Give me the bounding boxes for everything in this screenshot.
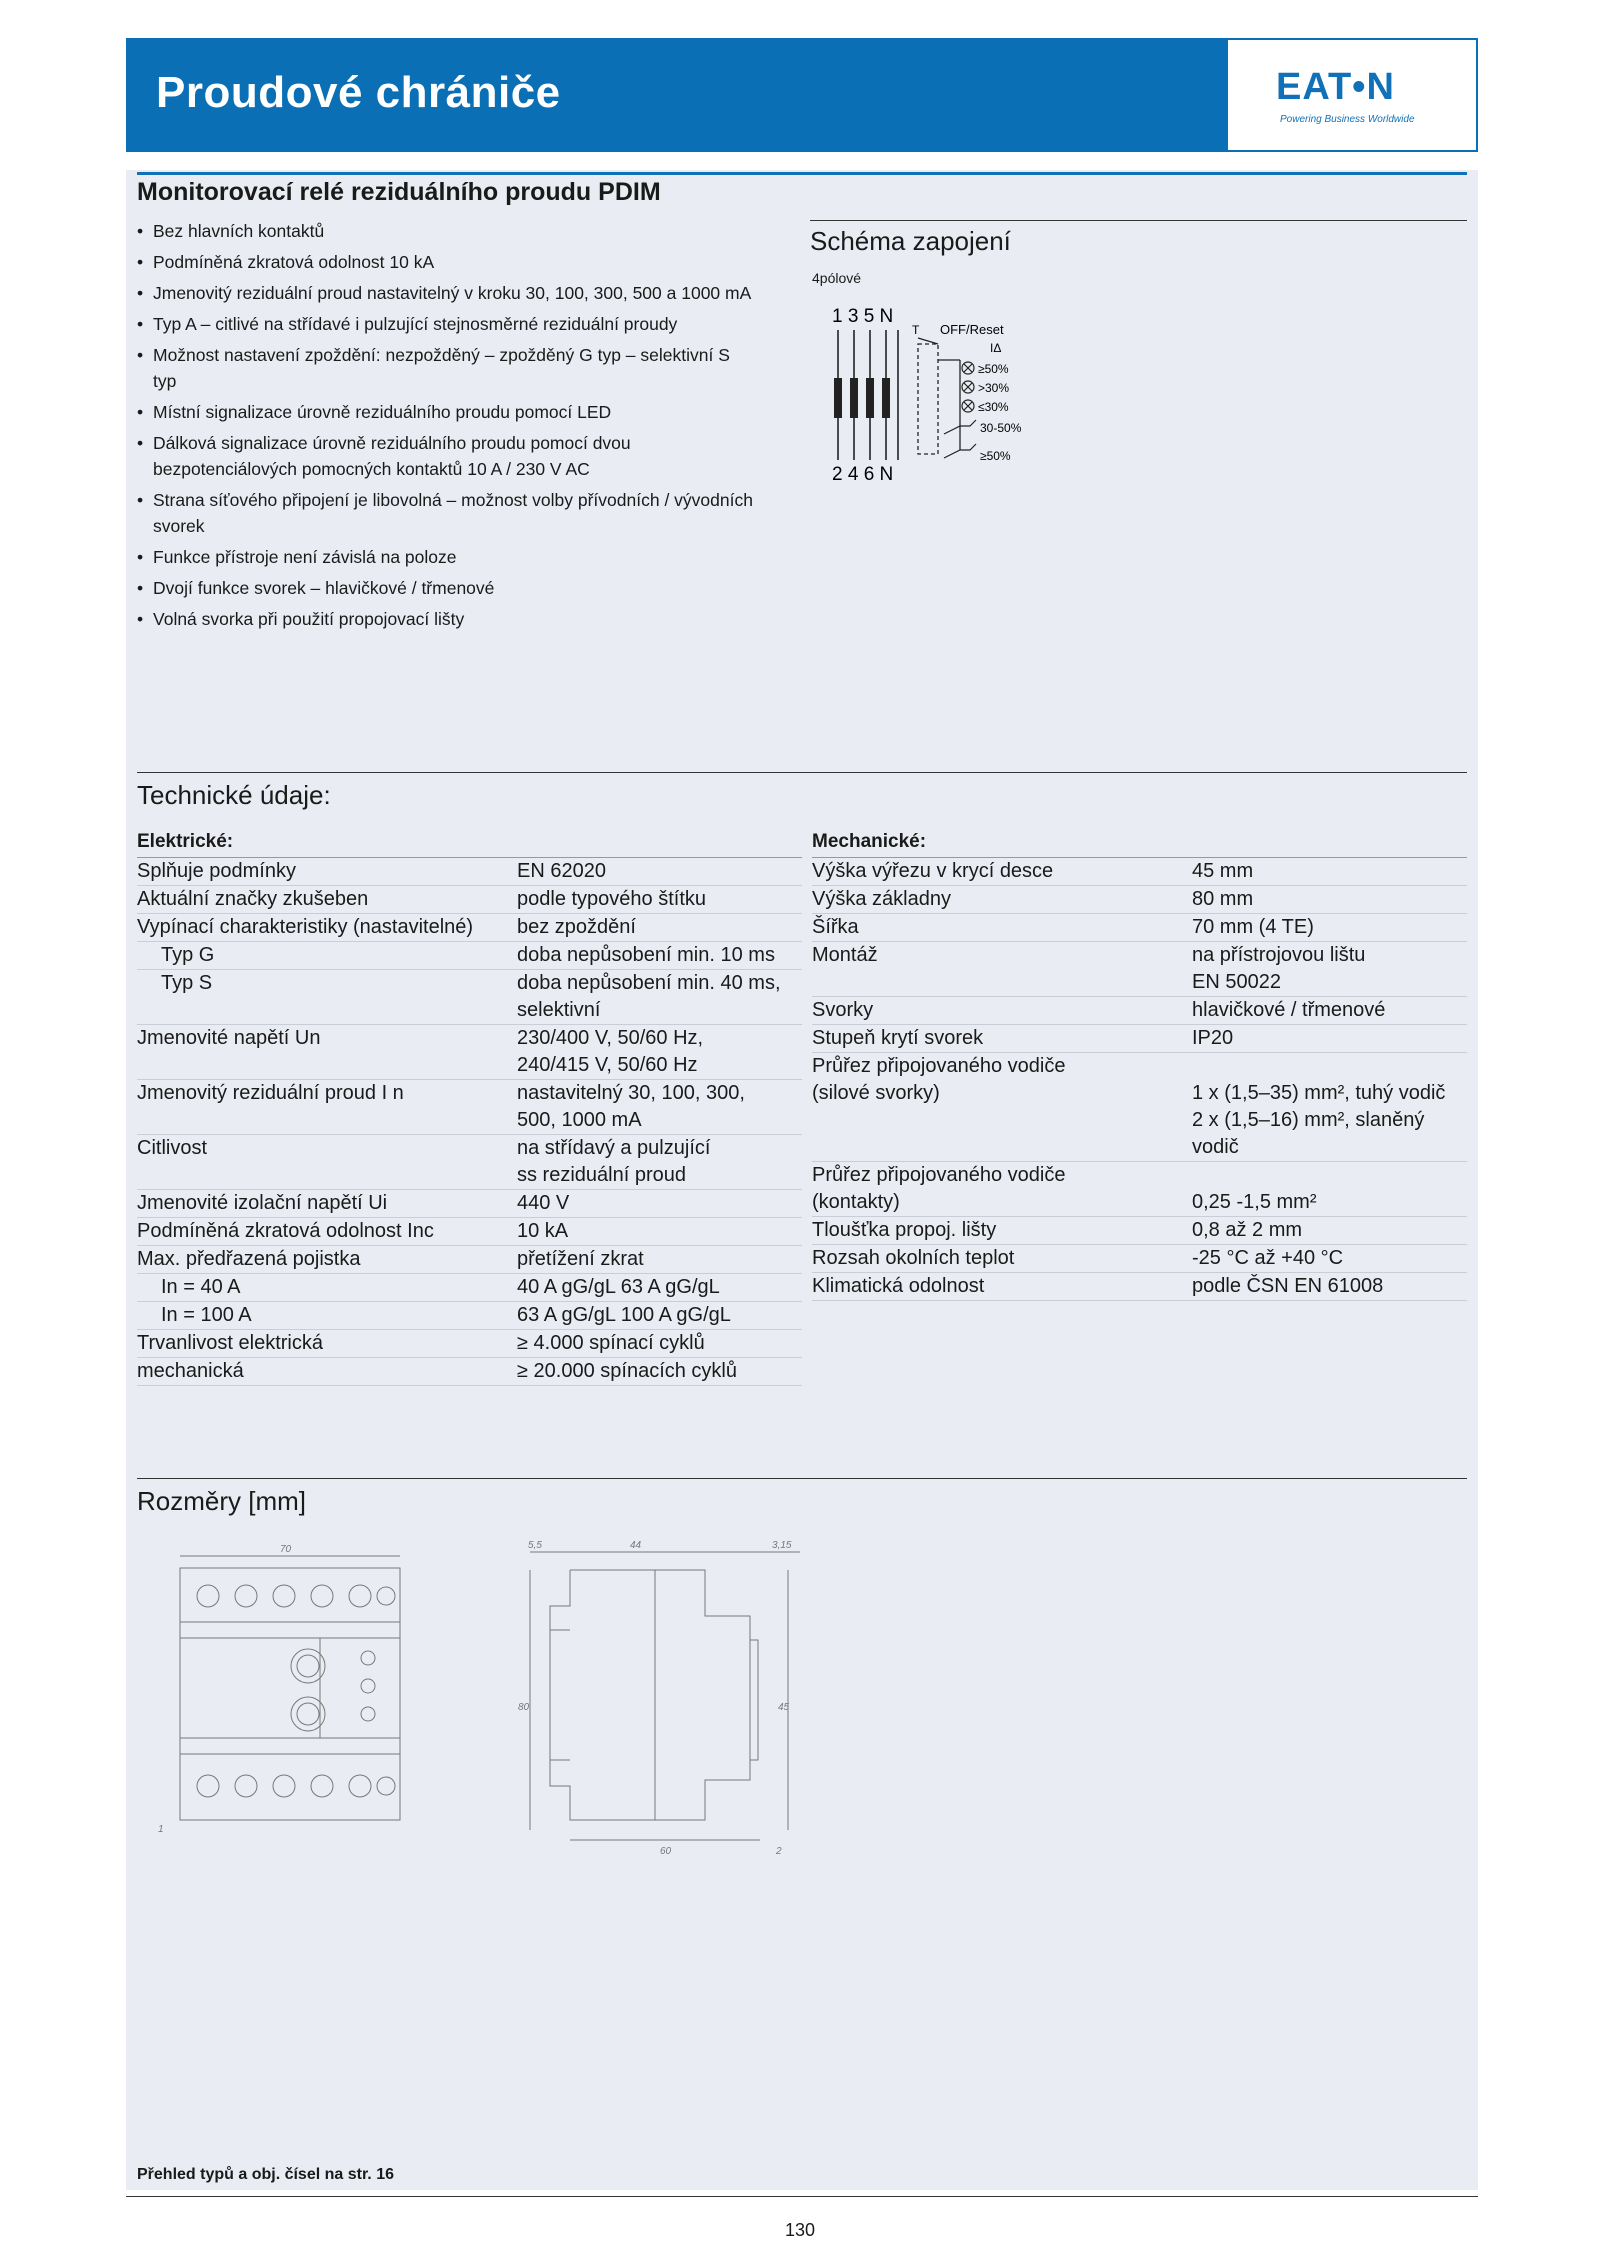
control-circuit: [918, 338, 960, 454]
spec-row: [137, 1025, 802, 1080]
spec-value: na přístrojovou lištu EN 50022: [1192, 942, 1467, 997]
feature-item: • Funkce přístroje není závislá na poloze: [137, 544, 757, 570]
spec-row: [812, 1025, 1467, 1053]
led-indicators: [962, 362, 974, 412]
feature-item: • Dvojí funkce svorek – hlavičkové / třmenové: [137, 575, 757, 601]
electrical-specs-table: [137, 828, 802, 1386]
spec-label: Podmíněná zkratová odolnost Inc: [137, 1218, 517, 1246]
spec-value: 63 A gG/gL 100 A gG/gL: [517, 1302, 802, 1330]
spec-label: mechanická: [137, 1358, 517, 1386]
bottom-terminal-labels: 2 4 6 N: [832, 464, 894, 485]
spec-value: bez zpoždění: [517, 914, 802, 942]
spec-label: Šířka: [812, 914, 1192, 942]
spec-row: [137, 942, 802, 970]
spec-label: Svorky: [812, 997, 1192, 1025]
electrical-heading: Elektrické:: [137, 828, 802, 858]
dimensions-title: Rozměry [mm]: [137, 1486, 306, 1516]
spec-label: In = 100 A: [137, 1302, 517, 1330]
off-reset-label: OFF/Reset: [940, 322, 1004, 337]
feature-item: • Jmenovitý reziduální proud nastavitelný v kroku 30, 100, 300, 500 a 1000 mA: [137, 280, 757, 306]
tech-divider: [137, 772, 1467, 773]
spec-value: 45 mm: [1192, 858, 1467, 886]
spec-row: [812, 858, 1467, 886]
spec-label: Typ S: [137, 970, 517, 1025]
spec-row: [812, 886, 1467, 914]
spec-value: doba nepůsobení min. 40 ms, selektivní: [517, 970, 802, 1025]
spec-label: Typ G: [137, 942, 517, 970]
side-top-label-2: 44: [630, 1540, 642, 1551]
front-view-drawing: [150, 1540, 420, 1850]
front-width-label: 70: [280, 1544, 292, 1555]
page-title: Proudové chrániče: [156, 68, 561, 117]
spec-value: 440 V: [517, 1190, 802, 1218]
spec-row: [137, 858, 802, 886]
side-bottom-label-2: 2: [776, 1846, 782, 1857]
schema-title: Schéma zapojení: [810, 226, 1011, 256]
side-bottom-label-1: 60: [660, 1846, 672, 1857]
feature-item: • Podmíněná zkratová odolnost 10 kA: [137, 249, 757, 275]
footer-divider: [126, 2196, 1478, 2197]
spec-label: Jmenovité napětí Un: [137, 1025, 517, 1080]
wiring-diagram: [820, 300, 1060, 500]
front-mark-label: 1: [158, 1824, 164, 1835]
spec-value: podle typového štítku: [517, 886, 802, 914]
side-height-label: 80: [518, 1702, 530, 1713]
spec-row: [137, 1330, 802, 1358]
section-divider: [137, 172, 1467, 175]
feature-item: • Strana síťového připojení je libovolná – možnost volby přívodních / vývodních svorek: [137, 487, 757, 539]
spec-value: 0,8 až 2 mm: [1192, 1217, 1467, 1245]
side-view-drawing: [510, 1540, 810, 1860]
spec-label: Citlivost: [137, 1135, 517, 1190]
spec-row: [137, 1080, 802, 1135]
spec-row: [137, 1218, 802, 1246]
spec-row: [812, 1217, 1467, 1245]
spec-label: Rozsah okolních teplot: [812, 1245, 1192, 1273]
dimensions-divider: [137, 1478, 1467, 1479]
mechanical-specs-table: [812, 828, 1467, 1301]
spec-row: [137, 914, 802, 942]
logo-wordmark: EAT•N: [1276, 66, 1395, 108]
led-label-3: ≤30%: [978, 400, 1009, 414]
mechanical-heading: Mechanické:: [812, 828, 1467, 858]
side-top-label-1: 5,5: [528, 1540, 542, 1551]
spec-value: -25 °C až +40 °C: [1192, 1245, 1467, 1273]
spec-row: [812, 997, 1467, 1025]
spec-row: [137, 1358, 802, 1386]
spec-label: Vypínací charakteristiky (nastavitelné): [137, 914, 517, 942]
spec-label: Klimatická odolnost: [812, 1273, 1192, 1301]
schema-subtitle: 4pólové: [812, 270, 862, 286]
contact-label-1: 30-50%: [980, 421, 1022, 435]
spec-value: 1 x (1,5–35) mm², tuhý vodič 2 x (1,5–16) mm², slaněný vodič: [1192, 1053, 1467, 1162]
spec-row: [137, 1135, 802, 1190]
spec-value: 70 mm (4 TE): [1192, 914, 1467, 942]
tech-title: Technické údaje:: [137, 780, 331, 810]
i-delta-label: IΔ: [990, 341, 1002, 355]
spec-row: [137, 1274, 802, 1302]
spec-label: Tloušťka propoj. lišty: [812, 1217, 1192, 1245]
spec-row: [812, 1053, 1467, 1162]
spec-row: [137, 1302, 802, 1330]
spec-row: [812, 942, 1467, 997]
spec-label: Trvanlivost elektrická: [137, 1330, 517, 1358]
spec-label: Splňuje podmínky: [137, 858, 517, 886]
feature-item: • Místní signalizace úrovně reziduálního proudu pomocí LED: [137, 399, 757, 425]
spec-label: Aktuální značky zkušeben: [137, 886, 517, 914]
spec-row: [812, 1273, 1467, 1301]
spec-value: IP20: [1192, 1025, 1467, 1053]
spec-value: 0,25 -1,5 mm²: [1192, 1162, 1467, 1217]
spec-value: ≥ 20.000 spínacích cyklů: [517, 1358, 802, 1386]
eaton-logo: [1228, 40, 1476, 150]
spec-value: 80 mm: [1192, 886, 1467, 914]
page-header: [126, 38, 1478, 152]
spec-row: [137, 1246, 802, 1274]
feature-item: • Volná svorka při použití propojovací lišty: [137, 606, 757, 632]
sensing-coils: [834, 378, 890, 418]
feature-list: [137, 218, 757, 637]
spec-value: doba nepůsobení min. 10 ms: [517, 942, 802, 970]
contact-label-2: ≥50%: [980, 449, 1011, 463]
spec-label: Průřez připojovaného vodiče (kontakty): [812, 1162, 1192, 1217]
spec-value: nastavitelný 30, 100, 300, 500, 1000 mA: [517, 1080, 802, 1135]
spec-row: [812, 914, 1467, 942]
spec-value: na střídavý a pulzující ss reziduální proud: [517, 1135, 802, 1190]
spec-label: Výška výřezu v krycí desce: [812, 858, 1192, 886]
spec-value: 230/400 V, 50/60 Hz, 240/415 V, 50/60 Hz: [517, 1025, 802, 1080]
feature-item: • Dálková signalizace úrovně reziduálního proudu pomocí dvou bezpotenciálových pomocných kontaktů 10 A / 230 V AC: [137, 430, 757, 482]
feature-item: • Možnost nastavení zpoždění: nezpožděný – zpožděný G typ – selektivní S typ: [137, 342, 757, 394]
led-label-2: >30%: [978, 381, 1010, 395]
side-inner-label: 45: [778, 1702, 790, 1713]
spec-label: Výška základny: [812, 886, 1192, 914]
page-number: 130: [784, 2220, 816, 2240]
spec-value: EN 62020: [517, 858, 802, 886]
spec-label: Jmenovitý reziduální proud I n: [137, 1080, 517, 1135]
spec-value: podle ČSN EN 61008: [1192, 1273, 1467, 1301]
logo-tagline: Powering Business Worldwide: [1280, 114, 1415, 125]
t-label: T: [912, 323, 920, 337]
spec-value: ≥ 4.000 spínací cyklů: [517, 1330, 802, 1358]
spec-value: 10 kA: [517, 1218, 802, 1246]
spec-value: přetížení zkrat: [517, 1246, 802, 1274]
footer-note: Přehled typů a obj. čísel na str. 16: [137, 2166, 394, 2183]
product-title: Monitorovací relé reziduálního proudu PDIM: [137, 178, 661, 206]
side-top-label-3: 3,15: [772, 1540, 792, 1551]
feature-item: • Bez hlavních kontaktů: [137, 218, 757, 244]
spec-row: [137, 886, 802, 914]
led-label-1: ≥50%: [978, 362, 1009, 376]
spec-label: Průřez připojovaného vodiče (silové svorky): [812, 1053, 1192, 1162]
spec-row: [812, 1162, 1467, 1217]
spec-label: Montáž: [812, 942, 1192, 997]
spec-row: [137, 970, 802, 1025]
schema-divider: [810, 220, 1467, 221]
spec-value: 40 A gG/gL 63 A gG/gL: [517, 1274, 802, 1302]
feature-item: • Typ A – citlivé na střídavé i pulzující stejnosměrné reziduální proudy: [137, 311, 757, 337]
spec-value: hlavičkové / třmenové: [1192, 997, 1467, 1025]
spec-label: Jmenovité izolační napětí Ui: [137, 1190, 517, 1218]
spec-label: In = 40 A: [137, 1274, 517, 1302]
spec-label: Max. předřazená pojistka: [137, 1246, 517, 1274]
spec-row: [137, 1190, 802, 1218]
spec-label: Stupeň krytí svorek: [812, 1025, 1192, 1053]
spec-row: [812, 1245, 1467, 1273]
top-terminal-labels: 1 3 5 N: [832, 306, 894, 327]
